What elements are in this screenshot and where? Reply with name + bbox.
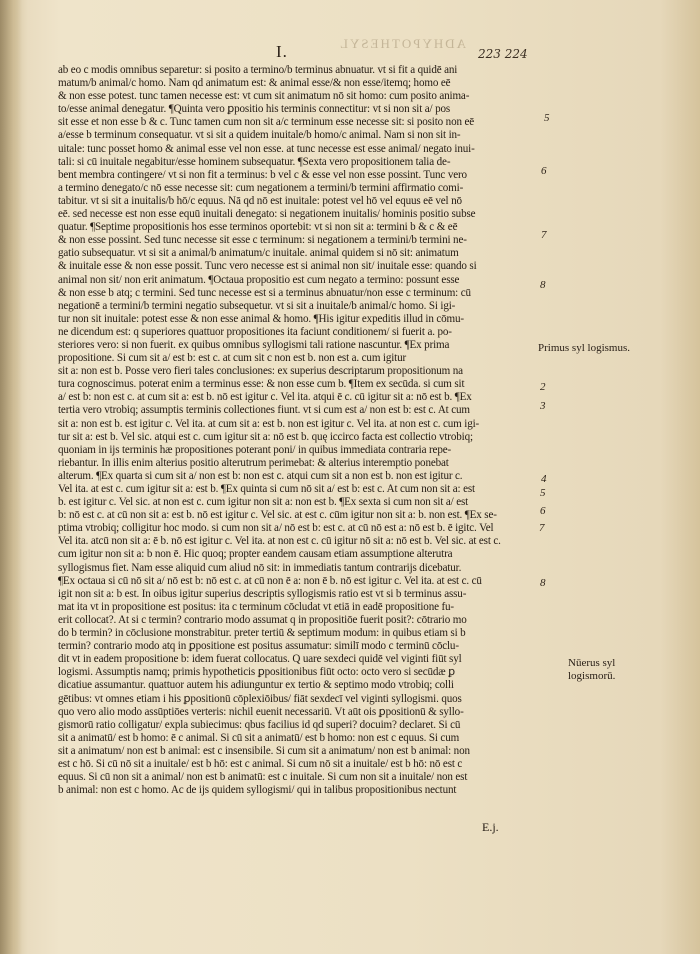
text-line: Vel ita. atcū non sit a: ē b. nō est igitur c. Vel ita. at non est c. cū igitur nō sit a: nō est b. Vel sic. at est c. (58, 535, 501, 548)
text-line: eē. sed necesse est non esse equū inuitali denegato: si negationem inuitalis/ hominis positio subse (58, 208, 476, 221)
text-line: quo vero alio modo assūptiōes verteris: nichil euenit necessariū. Vt aūt ois ꝑpositionū & syllo- (58, 705, 464, 718)
margin-number: 6 (540, 505, 546, 517)
text-line: quatur. ¶Septime propositionis hos esse terminos oportebit: vt si non sit a: termini b & c & eē (58, 221, 458, 234)
text-line: gatio subsequatur. vt si sit a animal/b animatum/c inuitale. animal quidem si nō sit: animatum (58, 247, 459, 260)
text-line: sit a: non est b. est igitur c. Vel ita. at cum sit a: est b. non est igitur c. Vel ita. at non est c. cum igi- (58, 417, 480, 430)
text-line: & inuitale esse & non esse possit. Tunc vero necesse est si animal non sit/ inuitale esse: quando si (58, 260, 477, 273)
text-line: syllogismus fiet. Nam esse aliquid cum aliud nō sit: in immediatis tantum contrarijs dicebatur. (58, 561, 462, 574)
margin-number: 5 (540, 487, 546, 499)
text-line: do b termin? in cōclusione monstrabitur. preter tertiū & septimum modum: in quibus etiam si b (58, 627, 466, 640)
margin-number: 8 (540, 279, 546, 291)
text-line: alterum. ¶Ex quarta si cum sit a/ non est b: non est c. atqui cum sit a non est b. non est igitur c. (58, 469, 463, 482)
text-line: propositione. Si cum sit a/ est b: est c. at cum sit c non est b. non est a. cum igitur (58, 352, 407, 365)
text-line: riebantur. In illis enim alterius positio alterutrum perimebat: & alterius interemptio ponebat (58, 456, 449, 469)
text-line: cum igitur non sit a: b non ē. Hic quoq; propter eandem causam etiam assumptione alterutra (58, 548, 453, 561)
text-line: a/ est b: non est c. at cum sit a: est b. nō est igitur c. Vel ita. atqui ē c. cū igitur sit a: nō est b. ¶Ex (58, 391, 472, 404)
text-line: steriores vero: si non fuerit. ex quibus omnibus syllogismi tali ratione nascuntur. ¶Ex prima (58, 338, 450, 351)
text-line: ¶Ex octaua si cū nō sit a/ nō est b: nō est c. at cū non ē a: non ē b. nō est igitur c. Vel ita. at est c. cū (58, 574, 482, 587)
text-line: sit a: non est b. Posse vero fieri tales conclusiones: ex superius descriptarum propositionum na (58, 365, 463, 378)
margin-number: 7 (539, 522, 545, 534)
text-line: quoniam in ijs terminis hæ propositiones poterant poni/ in quibus immediata contraria repe- (58, 443, 452, 456)
text-line: tur non sit inuitale: potest esse & non esse animal & homo. ¶His igitur expeditis illud in cōmu- (58, 312, 464, 325)
text-line: uitale: tunc posset homo & animal esse vel non esse. at tunc necesse est esse animal/ negato inui- (58, 142, 475, 155)
page-gutter-shadow (0, 0, 22, 954)
text-line: b animal: non est c homo. Ac de ijs quidem syllogismi/ qui in talibus propositionibus nectunt (58, 784, 457, 797)
text-line: dicatiue assumantur. quattuor autem his adiunguntur ex tertio & septimo modo vtrobiq; colli (58, 679, 454, 692)
margin-note-numerus-syllogismorum (568, 657, 634, 682)
text-line: sit esse et non esse b & c. Tunc tamen cum non sit a/c terminum esse necesse sit: si posito non eē (58, 116, 475, 129)
text-line: igit non sit a: b est. In oibus igitur superius descriptis syllogismis ratio est vt si b terminus assu- (58, 587, 467, 600)
text-line: dit vt in eadem propositione b: idem fuerat collocatus. Q uare sexdeci quidē vel viginti fiūt syl (58, 653, 462, 666)
margin-number: 4 (541, 473, 547, 485)
text-line: termin? contrario modo atq in ꝑpositione est positus assumatur: similī modo c terminū cōclu- (58, 640, 459, 653)
margin-number: 7 (541, 229, 547, 241)
text-line: a termino denegato/c nō esse necesse sit: cum negationem a termini/b termini affirmatio comi- (58, 181, 464, 194)
text-line: bent membra contingere/ vt si non fit a terminus: b vel c & esse vel non esse possint. Tunc vero (58, 168, 467, 181)
text-line: mat ita vt in propositione est positus: ita c terminum cōcludat vt etiā in eadē propositione fu- (58, 600, 454, 613)
text-line: tur sit a: est b. Vel sic. atqui est c. cum igitur sit a: nō est b. quę iccirco facta est collectio vtrobiq; (58, 430, 473, 443)
text-line: Vel ita. at est c. cum igitur sit a: est b. ¶Ex quinta si cum nō sit a/ est b: est c. At cum non sit a: est (58, 483, 475, 495)
margin-number: 6 (541, 165, 547, 177)
text-line: tertia vero vtrobiq; assumptis terminis collectiones fiunt. vt si cum est a/ non est b: est c. At cum (58, 404, 470, 417)
text-line: b: nō est c. at cū non sit a: est b. nō est igitur c. Vel sic. at est c. cūm igitur non sit a: b. non est. ¶Ex se- (58, 509, 497, 522)
text-line: & non esse b atq; c termini. Sed tunc necesse est si a terminus abnuatur/non esse c terminum: cū (58, 286, 471, 299)
text-line: animal non sit/ non erit animatum. ¶Octaua propositio est cum negato a termino: possunt esse (58, 273, 460, 286)
text-line: ptima vtrobiq; colligitur hoc modo. si cum non sit a/ nō est b: est c. at cū nō est a: nō est b. ē igitc. Vel (58, 522, 494, 535)
text-line: tabitur. vt si sit a inuitalis/b hō/c equus. Nā qd nō est inuitale: potest vel hō vel equus eē vel nō (58, 194, 462, 207)
margin-number: 8 (540, 577, 546, 589)
handwritten-page-numbers: 223 224 (478, 47, 528, 61)
text-line: tura cognoscimus. poterat enim a terminus esse: & non esse cum b. ¶Item ex secūda. si cum sit (58, 378, 465, 391)
text-line: negationē a termini/b termini negatio subsequetur. vt si sit a inuitale/b animal/c homo. Si igi- (58, 299, 456, 312)
text-line: matum/b animal/c homo. Nam qd animatum est: & animal esse/& non esse/itemq; homo eē (58, 77, 451, 90)
text-line: sit a animatū/ est b homo: ē c animal. Si cū sit a animatū/ est b homo: non est c equus. Si cum (58, 731, 460, 744)
text-line: logismi. Assumptis namq; primis hypotheticis ꝑpositionibus fiūt octo: octo vero si secūdæ ꝑ (58, 666, 456, 679)
text-line: to/esse animal denegatur. ¶Quinta vero ꝑpositio his terminis connectitur: vt si non sit a/ pos (58, 103, 451, 116)
text-line: erit collocat?. At si c termin? contrario modo assumat q in propositiōe fuerit posit?: cōtrario mo (58, 613, 467, 626)
margin-note-primus-syllogismus (538, 342, 630, 355)
margin-note-text: Primus syl logismus. (538, 342, 630, 354)
text-line: equus. Si cū non sit a animal/ non est b animatū: est c inuitale. Si cum non sit a inuitale/ non est (58, 771, 468, 784)
text-line: sit a animatum/ non est b animal: est c insensibile. Si cum sit a animatum/ non est b animal: non (58, 744, 470, 757)
text-line: tali: si cū inuitale negabitur/esse hominem subsequatur. ¶Sexta vero propositionem talia de- (58, 155, 451, 168)
text-line: gismorū ratio colligatur/ expla subiecimus: qbus facilius id qd superi? docuim? declaret. Si cū (58, 718, 461, 731)
text-line: a/esse b terminum consequatur. vt si sit a quidem inuitale/b homo/c animal. Nam si non sit in- (58, 129, 461, 142)
main-text-column (58, 64, 536, 797)
folio-mark: I. (276, 42, 288, 61)
margin-number: 2 (540, 381, 546, 393)
text-line: & non esse possint. Sed tunc necesse sit esse c terminum: si negationem a termini/b termini ne- (58, 234, 467, 247)
bleed-through-header: ADHYPOTHESYL (338, 36, 466, 51)
text-line: gētibus: vt omnes etiam i his ꝑpositionū cōplexiōibus/ fiāt sexdecī vel viginti syllogismi. quos (58, 692, 462, 705)
text-line: ab eo c modis omnibus separetur: si posito a termino/b terminus abnuatur. vt si fit a quidē ani (58, 64, 458, 76)
text-line: ne dicendum est: q superiores quattuor propositiones ita faciunt conditionem/ si fuerit a. po- (58, 325, 452, 338)
text-line: & non esse potest. tunc tamen necesse est: vt cum sit animatum nō sit homo: cum posito anima- (58, 90, 470, 103)
text-line: b. est igitur c. Vel sic. at non est c. cum igitur non sit a: non est b. ¶Ex sexta si cum non sit a/ est (58, 496, 469, 509)
margin-number: 3 (540, 400, 546, 412)
signature-mark: E.j. (482, 820, 499, 834)
margin-number: 5 (544, 112, 550, 124)
text-line: est c hō. Si cū nō sit a inuitale/ est b hō: est c animal. Si cum nō sit a inuitale/ est b hō: nō est c (58, 757, 463, 770)
margin-note-text: Nūerus syl logismorū. (568, 657, 616, 682)
